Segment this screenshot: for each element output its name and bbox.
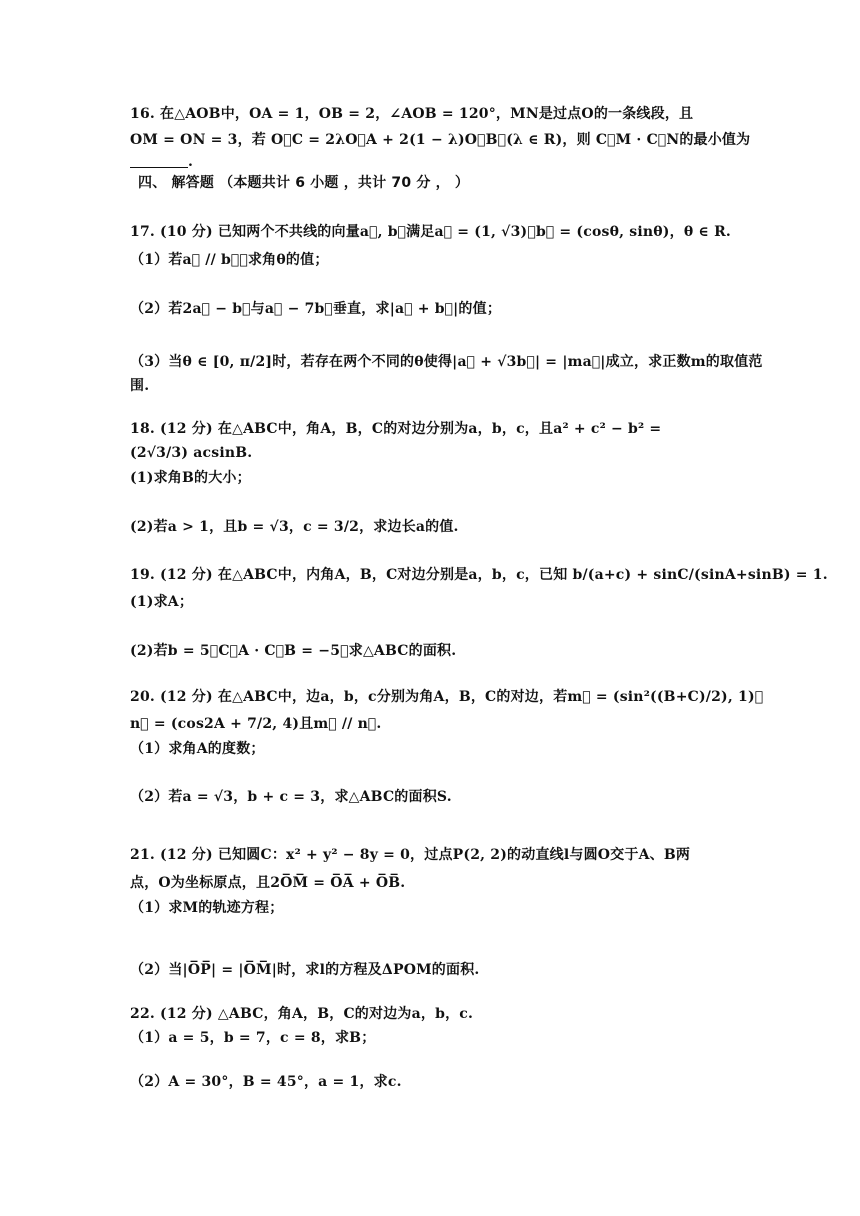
q19-line1: 19. (12 分) 在△ABC中，内角A，B，C对边分别是a，b，c，已知 b/(a+c) + sinC/(sinA+sinB) = 1.	[130, 567, 828, 583]
q20-line2: n⃗ = (cos2A + 7/2, 4)且m⃗ // n⃗.	[130, 716, 382, 732]
q20-line3: （1）求角A的度数；	[130, 741, 265, 757]
q20-line1: 20. (12 分) 在△ABC中，边a，b，c分别为角A，B，C的对边，若m⃗ = (sin²((B+C)/2), 1)，	[130, 689, 764, 705]
q17-line3: （2）若2a⃗ − b⃗与a⃗ − 7b⃗垂直，求|a⃗ + b⃗|的值；	[130, 301, 502, 317]
q18-line3: (1)求角B的大小；	[130, 470, 251, 486]
q16-answer-line	[130, 152, 730, 172]
q19-line3: (2)若b = 5，C⃗A · C⃗B = −5，求△ABC的面积.	[130, 643, 457, 659]
q19-line2: (1)求A；	[130, 594, 194, 610]
q17-line1: 17. (10 分) 已知两个不共线的向量a⃗, b⃗满足a⃗ = (1, √3)，b⃗ = (cosθ, sinθ)，θ ∈ R.	[130, 224, 731, 240]
q21-line1: 21. (12 分) 已知圆C：x² + y² − 8y = 0，过点P(2, 2)的动直线l与圆O交于A、B两	[130, 847, 691, 863]
q17-line4: （3）当θ ∈ [0, π/2]时，若存在两个不同的θ使得|a⃗ + √3b⃗| = |ma⃗|成立，求正数m的取值范	[130, 354, 763, 370]
q22-line1: 22. (12 分) △ABC，角A，B，C的对边为a，b，c.	[130, 1006, 474, 1022]
q18-line2: (2√3/3) acsinB.	[130, 445, 253, 461]
section-heading: 四、 解答题 （本题共计 6 小题 ，共计 70 分 ， ）	[138, 175, 470, 191]
q22-line3: （2）A = 30°，B = 45°，a = 1，求c.	[130, 1074, 402, 1090]
q16-line1: 16. 在△AOB中，OA = 1，OB = 2，∠AOB = 120°，MN是过点O的一条线段，且	[130, 106, 694, 122]
q18-line4: (2)若a > 1，且b = √3，c = 3/2，求边长a的值.	[130, 519, 459, 535]
q22-line2: （1）a = 5，b = 7，c = 8，求B；	[130, 1030, 376, 1046]
q17-line2: （1）若a⃗ // b⃗，求角θ的值；	[130, 252, 329, 268]
q16-line2: OM = ON = 3，若 O⃗C = 2λO⃗A + 2(1 − λ)O⃗B，(λ ∈ R)，则 C⃗M · C⃗N的最小值为	[130, 132, 751, 148]
q20-line4: （2）若a = √3，b + c = 3，求△ABC的面积S.	[130, 789, 452, 805]
q21-line4: （2）当|O̅P̅| = |O̅M̅|时，求l的方程及ΔPOM的面积.	[130, 962, 480, 978]
q17-line5: 围.	[130, 378, 150, 394]
q16-line3: .	[188, 154, 194, 170]
answer-blank	[130, 153, 188, 168]
q21-line3: （1）求M的轨迹方程；	[130, 900, 284, 916]
q18-line1: 18. (12 分) 在△ABC中，角A，B，C的对边分别为a，b，c，且a² + c² − b² =	[130, 421, 662, 437]
q21-line2: 点，O为坐标原点，且2O̅M̅ = O̅A̅ + O̅B̅.	[130, 875, 406, 891]
